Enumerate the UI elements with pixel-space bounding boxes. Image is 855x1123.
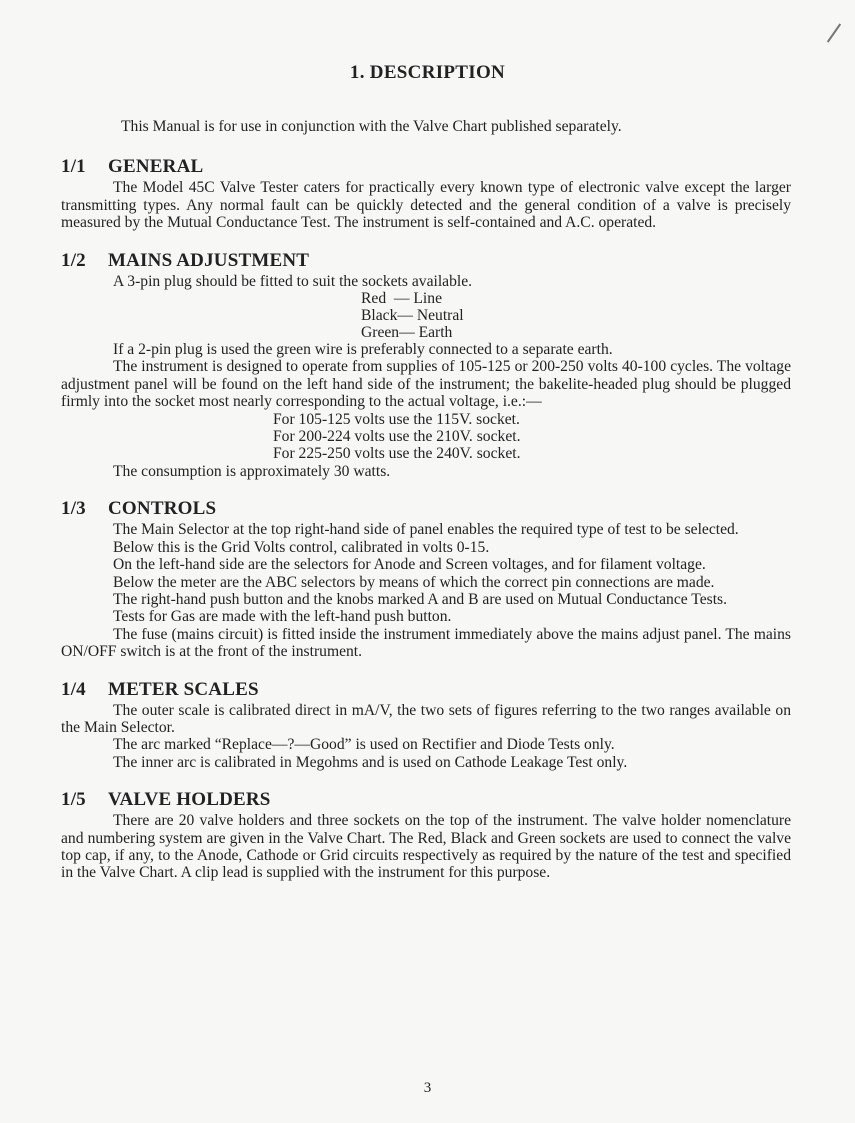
body: [61, 118, 791, 882]
section-controls: [61, 497, 791, 660]
section-heading: 1/1 GENERAL: [61, 156, 204, 178]
paragraph: Tests for Gas are made with the left-hand push button.: [113, 608, 452, 626]
section-heading: 1/2 MAINS ADJUSTMENT: [61, 249, 310, 271]
voltage-item: For 105-125 volts use the 115V. socket.: [273, 410, 520, 428]
paragraph: The arc marked “Replace—?—Good” is used on Rectifier and Diode Tests only.: [113, 736, 615, 754]
paragraph: The fuse (mains circuit) is fitted inside the instrument immediately above the mains adjust panel. The mains ON/OFF switch is at the front of the instrument.: [61, 625, 791, 661]
paragraph: The instrument is designed to operate from supplies of 105-125 or 200-250 volts 40-100 cycles. The voltage adjustment panel will be found on the left hand side of the instrument; the bakelite-headed plug should be plugged firmly into the socket most nearly corresponding to the actual voltage, i.e.:—: [61, 358, 791, 411]
section-general: [61, 155, 791, 232]
section-valve-holders: [61, 788, 791, 882]
paragraph: Below the meter are the ABC selectors by means of which the correct pin connections are made.: [113, 573, 715, 591]
wire-list: [61, 290, 791, 341]
section-meter-scales: [61, 678, 791, 772]
paragraph: The right-hand push button and the knobs marked A and B are used on Mutual Conductance Tests.: [113, 590, 728, 608]
paragraph: Below this is the Grid Volts control, calibrated in volts 0-15.: [113, 538, 490, 556]
paragraph: The Main Selector at the top right-hand side of panel enables the required type of test to be selected.: [113, 521, 739, 539]
page-number: 3: [423, 1080, 432, 1096]
paragraph: The inner arc is calibrated in Megohms and is used on Cathode Leakage Test only.: [113, 753, 628, 771]
wire-item: Red — Line: [361, 290, 442, 308]
paragraph: There are 20 valve holders and three sockets on the top of the instrument. The valve holder nomenclature and numbering system are given in the Valve Chart. The Red, Black and Green sockets are used to connect the valve top cap, if any, to the Anode, Cathode or Grid circuits respectively as required by the nature of the test and specified in the Valve Chart. A clip lead is supplied with the instrument for this purpose.: [61, 812, 791, 882]
paragraph: The outer scale is calibrated direct in mA/V, the two sets of figures referring to the two ranges available on the Main Selector.: [61, 701, 791, 736]
paragraph: The Model 45C Valve Tester caters for practically every known type of electronic valve except the larger transmitting types. Any normal fault can be quickly detected and the general condition of a valve is precisely measured by the Mutual Conductance Test. The instrument is self-contained and A.C. operated.: [61, 179, 791, 232]
section-mains: [61, 249, 791, 481]
intro-text: This Manual is for use in conjunction with the Valve Chart published separately.: [121, 118, 622, 135]
paragraph: The consumption is approximately 30 watts.: [113, 462, 391, 480]
voltage-list: [61, 411, 791, 463]
paragraph: A 3-pin plug should be fitted to suit the sockets available.: [113, 272, 473, 290]
pen-mark: [827, 23, 841, 42]
voltage-item: For 200-224 volts use the 210V. socket.: [273, 428, 521, 446]
section-heading: 1/5 VALVE HOLDERS: [61, 789, 271, 811]
paragraph: If a 2-pin plug is used the green wire is preferably connected to a separate earth.: [113, 341, 613, 359]
wire-item: Black— Neutral: [361, 307, 464, 325]
section-heading: 1/4 METER SCALES: [61, 678, 259, 700]
voltage-item: For 225-250 volts use the 240V. socket.: [273, 445, 521, 463]
section-heading: 1/3 CONTROLS: [61, 498, 217, 520]
page-title: 1. DESCRIPTION: [349, 62, 506, 83]
paragraph: On the left-hand side are the selectors for Anode and Screen voltages, and for filament voltage.: [113, 556, 706, 574]
wire-item: Green— Earth: [361, 324, 453, 342]
